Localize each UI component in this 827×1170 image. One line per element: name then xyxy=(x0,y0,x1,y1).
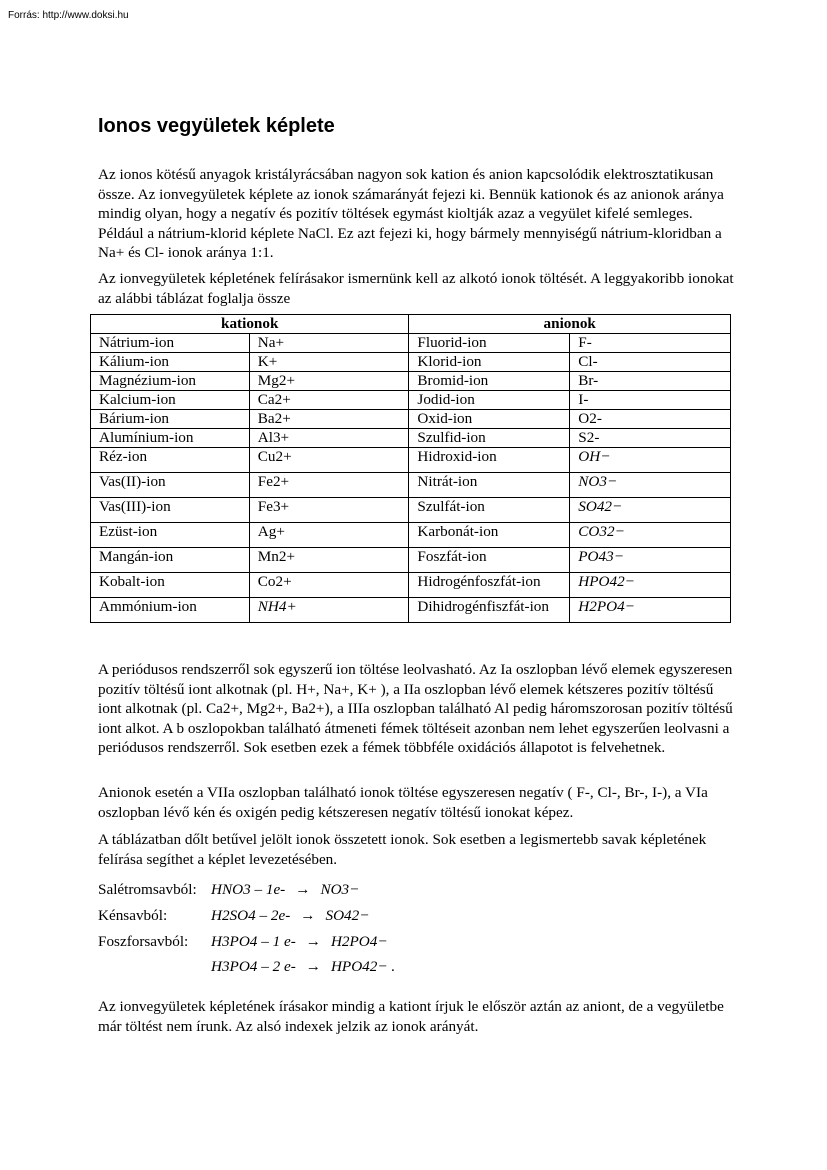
arrow-icon: → xyxy=(300,907,316,924)
table-header-row xyxy=(91,315,731,334)
header-cations: kationok xyxy=(91,315,409,334)
anion-name: Karbonát-ion xyxy=(409,523,570,548)
equation-rhs: SO42− xyxy=(325,907,370,924)
equation-label: Salétromsavból: xyxy=(98,881,197,898)
anion-name: Klorid-ion xyxy=(409,353,570,372)
ions-table xyxy=(90,314,731,623)
equation-rhs: NO3− xyxy=(320,881,360,898)
header-anions: anionok xyxy=(409,315,731,334)
cation-name: Ammónium-ion xyxy=(91,598,250,623)
equation-rhs: H2PO4− xyxy=(330,933,388,950)
cation-name: Vas(II)-ion xyxy=(91,473,250,498)
cation-name: Magnézium-ion xyxy=(91,372,250,391)
anion-name: Fluorid-ion xyxy=(409,334,570,353)
cation-formula: Ag+ xyxy=(249,523,409,548)
composite-paragraph: A táblázatban dőlt betűvel jelölt ionok összetett ionok. Sok esetben a legismertebb savak képletének felírása segíthet a képlet levezetésében. xyxy=(98,831,707,868)
anion-name: Jodid-ion xyxy=(409,391,570,410)
table-row xyxy=(91,448,731,473)
cation-formula: NH4+ xyxy=(249,598,409,623)
table-row xyxy=(91,429,731,448)
anion-name: Hidroxid-ion xyxy=(409,448,570,473)
anion-formula: HPO42− xyxy=(570,573,731,598)
table-row xyxy=(91,548,731,573)
cation-name: Réz-ion xyxy=(91,448,250,473)
equation-lhs: HNO3 – 1e- xyxy=(211,881,286,898)
anion-formula: F- xyxy=(570,334,731,353)
equation-rhs: HPO42− . xyxy=(330,958,396,975)
table-row xyxy=(91,410,731,429)
anion-formula: SO42− xyxy=(570,498,731,523)
cation-formula: Ca2+ xyxy=(249,391,409,410)
anion-formula: CO32− xyxy=(570,523,731,548)
anion-paragraph: Anionok esetén a VIIa oszlopban található ionok töltése egyszeresen negatív ( F-, Cl-, Br-, I-), a VIa oszlopban lévő kén és oxigén pedig kétszeresen negatív töltésű ionokat képez. xyxy=(98,784,708,821)
cation-name: Mangán-ion xyxy=(91,548,250,573)
cation-formula: Co2+ xyxy=(249,573,409,598)
anion-formula: O2- xyxy=(570,410,731,429)
cation-formula: Mg2+ xyxy=(249,372,409,391)
source-line: Forrás: http://www.doksi.hu xyxy=(8,10,129,21)
cation-name: Bárium-ion xyxy=(91,410,250,429)
table-row xyxy=(91,473,731,498)
table-row xyxy=(91,498,731,523)
equation-label: Foszforsavból: xyxy=(98,933,189,950)
equation-line xyxy=(98,957,395,976)
anion-formula: OH− xyxy=(570,448,731,473)
periodic-paragraph: A periódusos rendszerről sok egyszerű ion töltése leolvasható. Az Ia oszlopban lévő elemek egyszeresen pozitív töltésű iont alkotnak (pl. H+, Na+, K+ ), a IIa oszlopban lévő elemek kétszeres pozitív töltésű iont alkotnak (pl. Ca2+, Mg2+, Ba2+), a IIIa oszlopban található Al pedig háromszorosan pozitív töltésű iont alkot. A b oszlopokban található átmeneti fémek töltéseit azonban nem lehet egyszerűen leolvasni a periódusos rendszerről. Sok esetben ezek a fémek többféle oxidációs állapotot is felvehetnek. xyxy=(98,661,733,756)
page-title: Ionos vegyületek képlete xyxy=(98,115,335,137)
cation-name: Ezüst-ion xyxy=(91,523,250,548)
table-row xyxy=(91,523,731,548)
equation-label: Kénsavból: xyxy=(98,907,168,924)
cation-formula: Ba2+ xyxy=(249,410,409,429)
equation-line xyxy=(98,880,359,899)
cation-name: Alumínium-ion xyxy=(91,429,250,448)
equation-line xyxy=(98,906,369,925)
table-row xyxy=(91,598,731,623)
equation-lhs: H2SO4 – 2e- xyxy=(211,907,291,924)
arrow-icon: → xyxy=(295,881,311,898)
table-row xyxy=(91,391,731,410)
cation-formula: Fe3+ xyxy=(249,498,409,523)
cation-formula: Fe2+ xyxy=(249,473,409,498)
cation-name: Nátrium-ion xyxy=(91,334,250,353)
cation-name: Vas(III)-ion xyxy=(91,498,250,523)
anion-name: Nitrát-ion xyxy=(409,473,570,498)
anion-name: Bromid-ion xyxy=(409,372,570,391)
anion-formula: PO43− xyxy=(570,548,731,573)
cation-formula: Cu2+ xyxy=(249,448,409,473)
anion-name: Szulfát-ion xyxy=(409,498,570,523)
anion-formula: Br- xyxy=(570,372,731,391)
cation-formula: Al3+ xyxy=(249,429,409,448)
table-row xyxy=(91,372,731,391)
cation-formula: K+ xyxy=(249,353,409,372)
anion-name: Foszfát-ion xyxy=(409,548,570,573)
cation-name: Kobalt-ion xyxy=(91,573,250,598)
cation-formula: Na+ xyxy=(249,334,409,353)
anion-formula: S2- xyxy=(570,429,731,448)
anion-name: Dihidrogénfiszfát-ion xyxy=(409,598,570,623)
equation-line xyxy=(98,932,388,951)
anion-name: Oxid-ion xyxy=(409,410,570,429)
closing-paragraph: Az ionvegyületek képletének írásakor mindig a kationt írjuk le először aztán az aniont, de a vegyületbe már töltést nem írunk. Az alsó indexek jelzik az ionok arányát. xyxy=(98,998,724,1035)
table-row xyxy=(91,334,731,353)
cation-formula: Mn2+ xyxy=(249,548,409,573)
equation-lhs: H3PO4 – 1 e- xyxy=(211,933,296,950)
anion-formula: Cl- xyxy=(570,353,731,372)
equation-lhs: H3PO4 – 2 e- xyxy=(211,958,296,975)
cation-name: Kalcium-ion xyxy=(91,391,250,410)
arrow-icon: → xyxy=(305,958,321,975)
anion-name: Hidrogénfoszfát-ion xyxy=(409,573,570,598)
table-intro-paragraph: Az ionvegyületek képletének felírásakor ismernünk kell az alkotó ionok töltését. A leggyakoribb ionokat az alábbi táblázat foglalja össze xyxy=(98,270,734,307)
anion-formula: H2PO4− xyxy=(570,598,731,623)
arrow-icon: → xyxy=(305,933,321,950)
anion-name: Szulfid-ion xyxy=(409,429,570,448)
cation-name: Kálium-ion xyxy=(91,353,250,372)
table-row xyxy=(91,353,731,372)
table-row xyxy=(91,573,731,598)
intro-paragraph: Az ionos kötésű anyagok kristályrácsában nagyon sok kation és anion kapcsolódik elektrosztatikusan össze. Az ionvegyületek képlete az ionok számarányát fejezi ki. Bennük kationok és az anionok aránya mindig olyan, hogy a negatív és pozitív töltések egymást kioltják azaz a vegyület kifelé semleges. Például a nátrium-klorid képlete NaCl. Ez azt fejezi ki, hogy bármely mennyiségű nátrium-kloridban a Na+ és Cl- ionok aránya 1:1. xyxy=(98,166,724,261)
anion-formula: I- xyxy=(570,391,731,410)
anion-formula: NO3− xyxy=(570,473,731,498)
